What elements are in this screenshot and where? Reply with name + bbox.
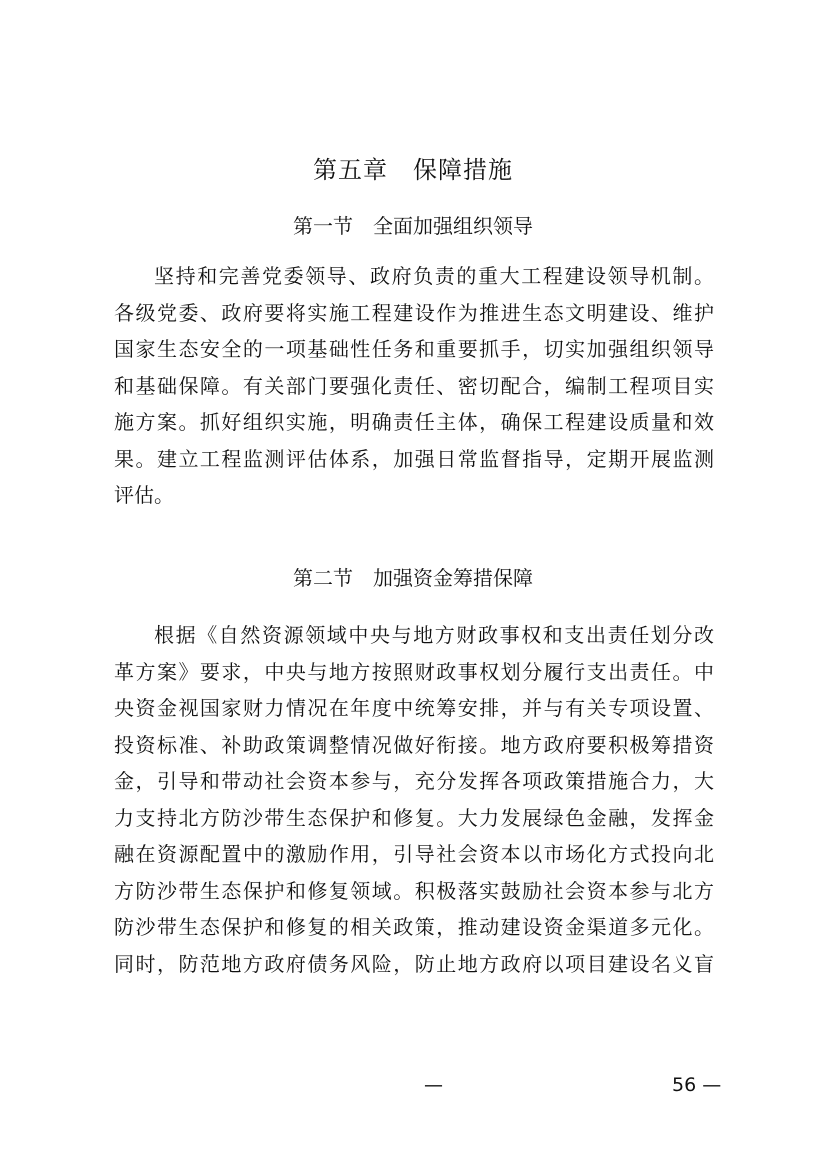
paragraph-line: 同时，防范地方政府债务风险，防止地方政府以项目建设名义盲: [114, 951, 714, 976]
paragraph-line: 融在资源配置中的激励作用，引导社会资本以市场化方式投向北: [114, 842, 714, 866]
paragraph-line: 坚持和完善党委领导、政府负责的重大工程建设领导机制。: [154, 264, 714, 288]
paragraph-line: 革方案》要求，中央与地方按照财政事权划分履行支出责任。中: [114, 659, 714, 684]
section-title-1: 第一节 全面加强组织领导: [293, 214, 533, 238]
section-2-paragraph: [114, 617, 714, 982]
paragraph-line: 方防沙带生态保护和修复领域。积极落实鼓励社会资本参与北方: [114, 878, 714, 903]
page-number: 56 —: [672, 1074, 722, 1096]
paragraph-line: 防沙带生态保护和修复的相关政策，推动建设资金渠道多元化。: [114, 915, 714, 939]
section-title-2: 第二节 加强资金筹措保障: [293, 566, 533, 590]
paragraph-line: 根据《自然资源领域中央与地方财政事权和支出责任划分改: [154, 623, 714, 647]
paragraph-line: 果。建立工程监测评估体系，加强日常监督指导，定期开展监测: [114, 446, 714, 471]
paragraph-line: 评估。: [114, 483, 174, 507]
paragraph-line: 国家生态安全的一项基础性任务和重要抓手，切实加强组织领导: [114, 337, 714, 361]
paragraph-line: 和基础保障。有关部门要强化责任、密切配合，编制工程项目实: [114, 373, 714, 398]
paragraph-line: 投资标准、补助政策调整情况做好衔接。地方政府要积极筹措资: [114, 732, 714, 757]
paragraph-line: 力支持北方防沙带生态保护和修复。大力发展绿色金融，发挥金: [114, 805, 714, 830]
paragraph-line: 施方案。抓好组织实施，明确责任主体，确保工程建设质量和效: [114, 410, 714, 434]
chapter-title: 第五章 保障措施: [313, 156, 513, 184]
paragraph-line: 各级党委、政府要将实施工程建设作为推进生态文明建设、维护: [114, 300, 714, 325]
footer-dash: —: [424, 1074, 443, 1096]
section-1-paragraph: [114, 258, 714, 514]
paragraph-line: 央资金视国家财力情况在年度中统筹安排，并与有关专项设置、: [114, 696, 714, 720]
paragraph-line: 金，引导和带动社会资本参与，充分发挥各项政策措施合力，大: [114, 769, 714, 793]
